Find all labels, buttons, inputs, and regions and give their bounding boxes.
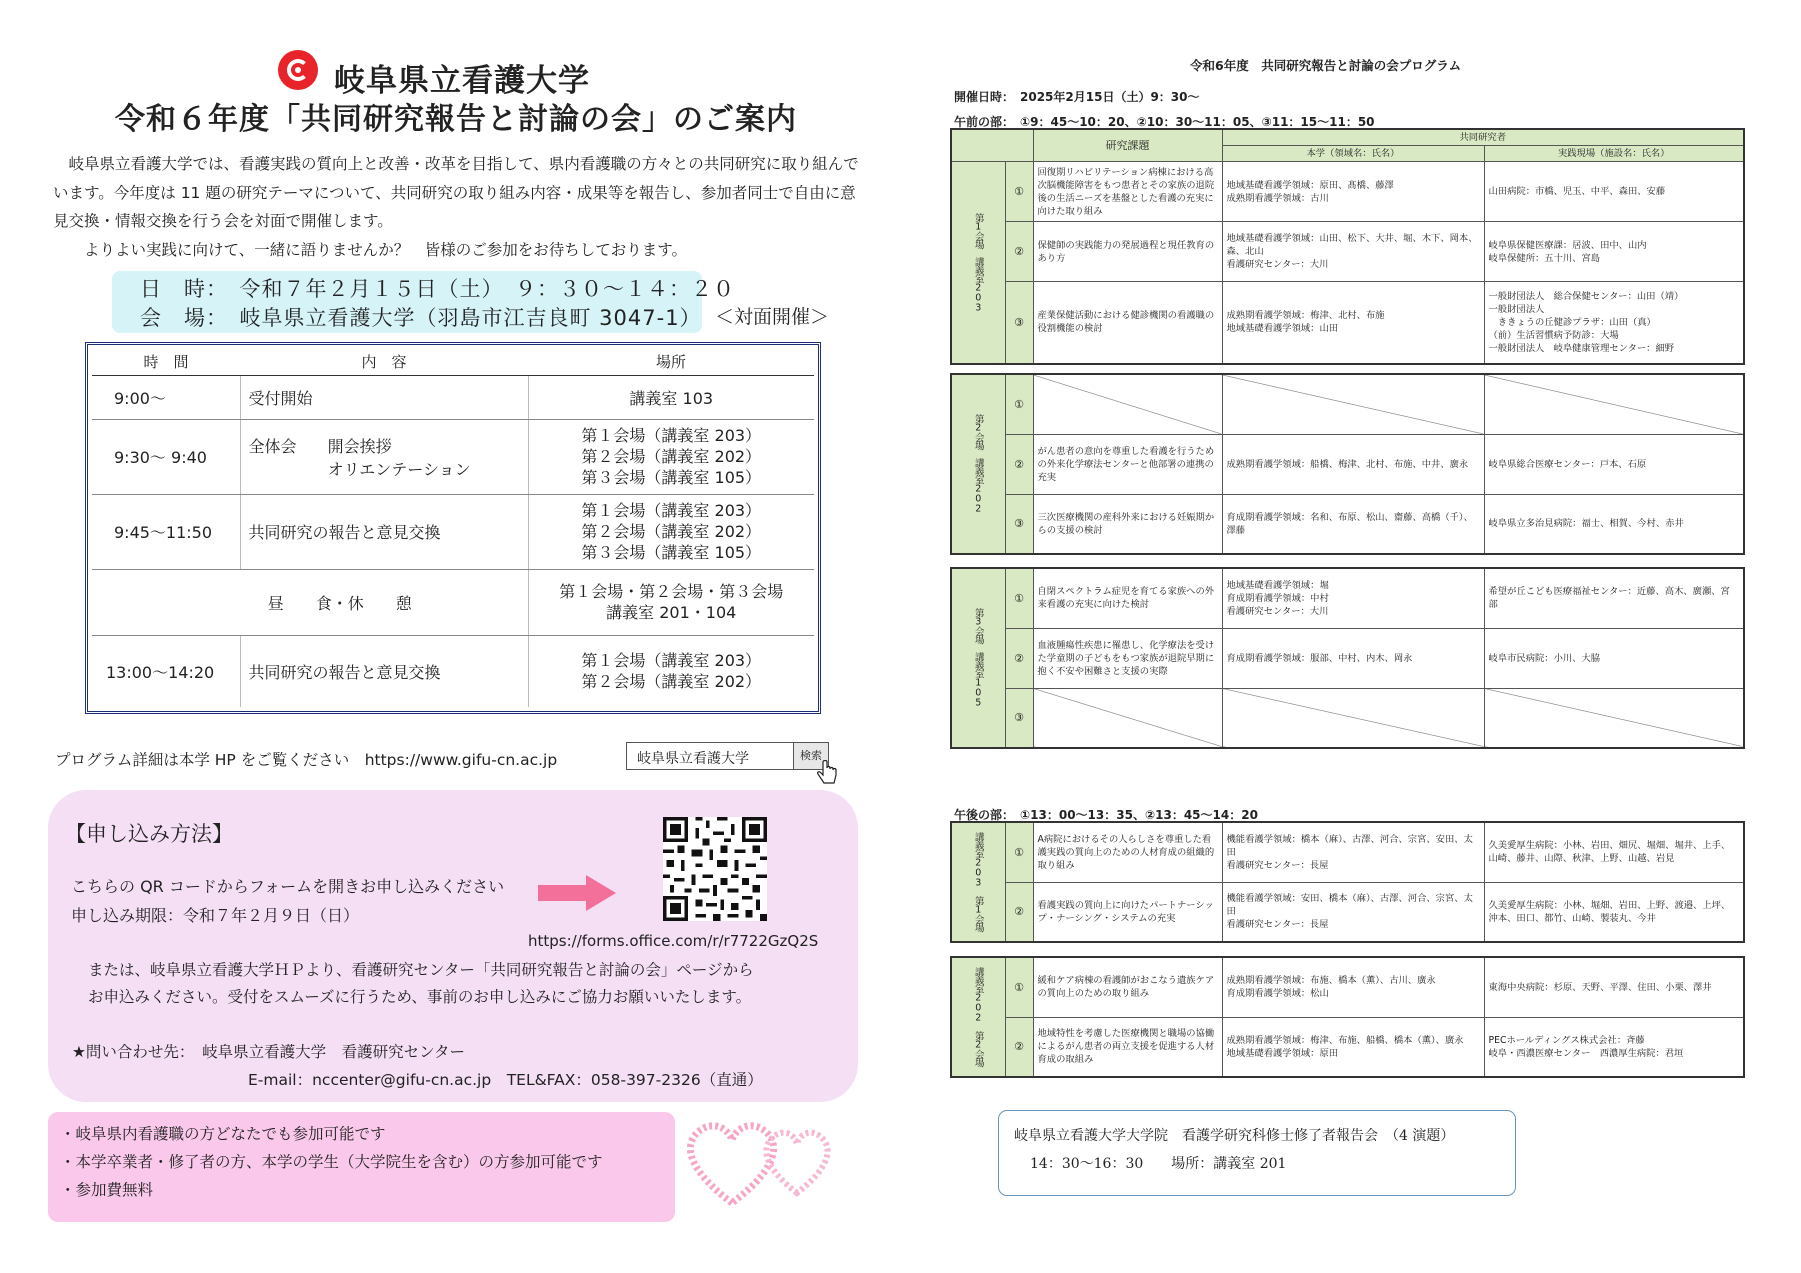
row-number: ② [1005, 1017, 1033, 1077]
site-members: 岐阜市民病院：小川、大脇 [1484, 628, 1744, 688]
am-room-1-table [950, 128, 1745, 365]
site-members: 岐阜県総合医療センター：戸本、石原 [1484, 434, 1744, 494]
schedule-content: 共同研究の報告と意見交換 [240, 635, 528, 707]
schedule-table [85, 342, 821, 714]
search-button[interactable]: 検索 [793, 742, 829, 770]
schedule-time: 13:00～14:20 [92, 635, 240, 707]
arrow-right-icon [538, 873, 618, 913]
room-label: 講義室203 第1会場 [951, 822, 1005, 942]
schedule-content: 共同研究の報告と意見交換 [240, 494, 528, 569]
schedule-place: 第１会場（講義室 203） 第２会場（講義室 202） 第３会場（講義室 105） [528, 419, 814, 494]
schedule-time: 9:45～11:50 [92, 494, 240, 569]
research-topic: 緩和ケア病棟の看護師がおこなう遺族ケアの質向上のための取り組み [1033, 957, 1222, 1017]
table-row [951, 434, 1744, 494]
header-blank [951, 129, 1033, 162]
univ-members: 機能看護学領域：安田、橋本（麻）、古澤、河合、宗宮、太田 看護研究センター：長屋 [1222, 882, 1484, 942]
header-time: 時 間 [92, 349, 240, 375]
schedule-content-main: 全体会 [248, 436, 297, 456]
site-members: 岐阜県立多治見病院：福士、相賀、今村、赤井 [1484, 494, 1744, 554]
univ-members: 地域基礎看護学領域：原田、髙橋、藤澤 成熟期看護学領域：古川 [1222, 162, 1484, 222]
header-place: 場所 [528, 349, 814, 375]
univ-members: 育成期看護学領域：服部、中村、内木、岡永 [1222, 628, 1484, 688]
application-deadline: 申し込み期限：令和７年２月９日（日） [71, 906, 360, 925]
header-content: 内 容 [240, 349, 528, 375]
intro-text [53, 150, 861, 264]
schedule-time: 9:30～ 9:40 [92, 419, 240, 494]
alt-apply-line-1: または、岐阜県立看護大学ＨＰより、看護研究センター「共同研究報告と討論の会」ページから [88, 961, 754, 979]
site-members: 久美愛厚生病院：小林、堀畑、岩田、上野、渡邉、上坪、沖本、田口、都竹、山崎、製装丸、今井 [1484, 882, 1744, 942]
program-title: 令和6年度 共同研究報告と討論の会プログラム [1190, 58, 1462, 73]
univ-members: 成熟期看護学領域：梅津、布施、船橋、橋本（薫）、廣永 地域基礎看護学領域：原田 [1222, 1017, 1484, 1077]
header-univ: 本学（領域名：氏名） [1222, 146, 1484, 162]
event-venue: 会 場： 岐阜県立看護大学（羽島市江吉良町 3047-1） [140, 306, 702, 330]
schedule-row [92, 569, 814, 635]
table-row [951, 628, 1744, 688]
form-url[interactable]: https://forms.office.com/r/r7722GzQ2S [528, 932, 819, 950]
header-collab: 共同研究者 [1222, 129, 1744, 146]
room-label: 講義室202 第2会場 [951, 957, 1005, 1077]
empty-cell [1484, 688, 1744, 748]
row-number: ② [1005, 628, 1033, 688]
header-topic: 研究課題 [1033, 129, 1222, 162]
research-topic: 産業保健活動における健診機関の看護職の役割機能の検討 [1033, 282, 1222, 364]
schedule-place: 第１会場（講義室 203） 第２会場（講義室 202） [581, 651, 762, 692]
research-topic: 保健師の実践能力の発展過程と現任教育のあり方 [1033, 222, 1222, 282]
row-number: ③ [1005, 688, 1033, 748]
notes-box [48, 1112, 675, 1222]
row-number: ② [1005, 882, 1033, 942]
am-room-2-table [950, 373, 1745, 555]
table-header-row [951, 129, 1744, 146]
univ-members: 地域基礎看護学領域：山田、松下、大井、堀、木下、岡本、森、北山 看護研究センター：大川 [1222, 222, 1484, 282]
program-date: 開催日時： 2025年2月15日（土）9：30～ [954, 90, 1200, 104]
pm-session-label: 午後の部： ①13：00～13：35、②13：45～14：20 [954, 808, 1258, 822]
row-number: ② [1005, 434, 1033, 494]
empty-cell [1484, 374, 1744, 434]
site-members: 山田病院：市橋、児玉、中平、森田、安藤 [1484, 162, 1744, 222]
univ-members: 地域基礎看護学領域：堀 育成期看護学領域：中村 看護研究センター：大川 [1222, 568, 1484, 628]
schedule-row [92, 635, 814, 707]
schedule-content: 受付開始 [240, 375, 528, 419]
event-mode: ＜対面開催＞ [715, 306, 830, 328]
site-members: 岐阜県保健医療課：居波、田中、山内 岐阜保健所：五十川、宮島 [1484, 222, 1744, 282]
alt-apply-line-2: お申込みください。受付をスムーズに行うため、事前のお申し込みにご協力お願いいたします。 [88, 988, 752, 1006]
schedule-content: 昼 食・休 憩 [92, 569, 528, 635]
empty-cell [1222, 688, 1484, 748]
schedule-row [92, 375, 814, 419]
site-members: 久美愛厚生病院：小林、岩田、畑尻、堀畑、堀井、上手、山崎、藤井、山際、秋津、上野、山越、岩見 [1484, 822, 1744, 882]
pm-room-2-table [950, 956, 1745, 1078]
pm-room-1-table [950, 821, 1745, 943]
univ-members: 機能看護学領域：橋本（麻）、古澤、河合、宗宮、安田、太田 看護研究センター：長屋 [1222, 822, 1484, 882]
research-topic: 三次医療機関の産科外来における妊娠期からの支援の検討 [1033, 494, 1222, 554]
table-row [951, 282, 1744, 364]
table-row [951, 882, 1744, 942]
contact-email-tel[interactable]: E-mail：nccenter@gifu-cn.ac.jp TEL&FAX：058-397-2326（直通） [248, 1071, 763, 1089]
table-row [951, 688, 1744, 748]
row-number: ① [1005, 822, 1033, 882]
room-label: 第2会場 講義室202 [951, 374, 1005, 554]
am-room-3-table [950, 567, 1745, 749]
qr-instruction: こちらの QR コードからフォームを開きお申し込みください [71, 877, 505, 896]
univ-members: 育成期看護学領域：名和、布原、松山、齋藤、高橋（千）、澤藤 [1222, 494, 1484, 554]
contact-info: ★問い合わせ先： 岐阜県立看護大学 看護研究センター [72, 1043, 466, 1061]
site-members: 希望が丘こども医療福祉センター：近藤、高木、廣瀬、宮部 [1484, 568, 1744, 628]
hearts-decoration-icon [682, 1108, 844, 1218]
hand-cursor-icon [816, 760, 838, 788]
event-date: 日 時： 令和７年２月１５日（土） ９：３０～１４：２０ [140, 277, 735, 301]
schedule-content [240, 419, 528, 494]
empty-cell [1222, 374, 1484, 434]
research-topic: がん患者の意向を尊重した看護を行うための外来化学療法センターと他部署の連携の充実 [1033, 434, 1222, 494]
research-topic: 回復期リハビリテーション病棟における高次脳機能障害をもつ患者とその家族の退院後の生活ニーズを基盤とした看護の充実に向けた取り組み [1033, 162, 1222, 222]
table-row [951, 222, 1744, 282]
row-number: ① [1005, 568, 1033, 628]
university-logo [278, 50, 318, 90]
header-site: 実践現場（施設名：氏名） [1484, 146, 1744, 162]
empty-cell [1033, 374, 1222, 434]
schedule-place: 講義室 103 [528, 375, 814, 419]
table-row [951, 1017, 1744, 1077]
site-members: PECホールディングス株式会社：斉藤 岐阜・西濃医療センター 西濃厚生病院：君垣 [1484, 1017, 1744, 1077]
research-topic: A病院におけるその人らしさを尊重した看護実践の質向上のための人材育成の組織的取り組み [1033, 822, 1222, 882]
schedule-row [92, 419, 814, 494]
site-members: 一般財団法人 総合保健センター：山田（靖） 一般財団法人 ききょうの丘健診プラザ：山田（真） （前）生活習慣病予防診：大場 一般財団法人 岐阜健康管理センター：細野 [1484, 282, 1744, 364]
table-row [951, 568, 1744, 628]
page-title: 令和６年度「共同研究報告と討論の会」のご案内 [115, 102, 797, 137]
am-session-label: 午前の部： ①9：45～10：20、②10：30～11：05、③11：15～11：50 [954, 115, 1375, 129]
univ-members: 成熟期看護学領域：梅津、北村、布施 地域基礎看護学領域：山田 [1222, 282, 1484, 364]
graduate-report-title: 岐阜県立看護大学大学院 看護学研究科修士修了者報告会 （4 演題） [1014, 1128, 1455, 1144]
schedule-place: 第１会場（講義室 203） 第２会場（講義室 202） 第３会場（講義室 105） [528, 494, 814, 569]
graduate-report-time: 14：30～16：30 場所：講義室 201 [1030, 1156, 1287, 1172]
research-topic: 血液腫瘍性疾患に罹患し、化学療法を受けた学童期の子どもをもつ家族が退院早期に抱く不安や困難さと支援の実際 [1033, 628, 1222, 688]
application-title: 【申し込み方法】 [65, 822, 233, 846]
room-label: 第3会場 講義室105 [951, 568, 1005, 748]
schedule-row [92, 494, 814, 569]
intro-paragraph-2: よりよい実践に向けて、一緒に語りませんか？ 皆様のご参加をお待ちしております。 [84, 240, 687, 259]
schedule-time: 9:00～ [92, 375, 240, 419]
research-topic: 地域特性を考慮した医療機関と職場の協働によるがん患者の両立支援を促進する人材育成の取組み [1033, 1017, 1222, 1077]
search-input[interactable]: 岐阜県立看護大学 [626, 742, 796, 770]
intro-paragraph-1: 岐阜県立看護大学では、看護実践の質向上と改善・改革を目指して、県内看護職の方々との共同研究に取り組んでいます。今年度は 11 題の研究テーマについて、共同研究の取り組み内容・成果等を報告し、参加者同士で自由に意見交換・情報交換を行う会を対面で開催します。 [53, 155, 859, 230]
note-item: ・岐阜県内看護職の方どなたでも参加可能です [60, 1125, 386, 1143]
table-row [951, 162, 1744, 222]
row-number: ① [1005, 162, 1033, 222]
row-number: ③ [1005, 282, 1033, 364]
table-row [951, 957, 1744, 1017]
empty-cell [1033, 688, 1222, 748]
univ-members: 成熟期看護学領域：船橋、梅津、北村、布施、中井、廣永 [1222, 434, 1484, 494]
program-note: プログラム詳細は本学 HP をご覧ください https://www.gifu-cn.ac.jp [55, 751, 558, 769]
univ-members: 成熟期看護学領域：布施、橋本（薫）、古川、廣永 育成期看護学領域：松山 [1222, 957, 1484, 1017]
row-number: ③ [1005, 494, 1033, 554]
university-name: 岐阜県立看護大学 [334, 63, 590, 99]
row-number: ① [1005, 957, 1033, 1017]
note-item: ・参加費無料 [60, 1181, 154, 1199]
room-label: 第1会場 講義室203 [951, 162, 1005, 364]
schedule-content-sub: 開会挨拶 オリエンテーション [327, 436, 471, 479]
row-number: ① [1005, 374, 1033, 434]
site-members: 東海中央病院：杉原、天野、平澤、住田、小栗、澤井 [1484, 957, 1744, 1017]
table-row [951, 822, 1744, 882]
table-row [951, 494, 1744, 554]
table-row [951, 374, 1744, 434]
note-item: ・本学卒業者・修了者の方、本学の学生（大学院生を含む）の方参加可能です [60, 1153, 603, 1171]
row-number: ② [1005, 222, 1033, 282]
research-topic: 自閉スペクトラム症児を育てる家族への外来看護の充実に向けた検討 [1033, 568, 1222, 628]
schedule-header-row [92, 349, 814, 375]
qr-code[interactable] [663, 817, 767, 921]
schedule-place: 第１会場・第２会場・第３会場 講義室 201・104 [528, 569, 814, 635]
research-topic: 看護実践の質向上に向けたパートナーシップ・ナーシング・システムの充実 [1033, 882, 1222, 942]
